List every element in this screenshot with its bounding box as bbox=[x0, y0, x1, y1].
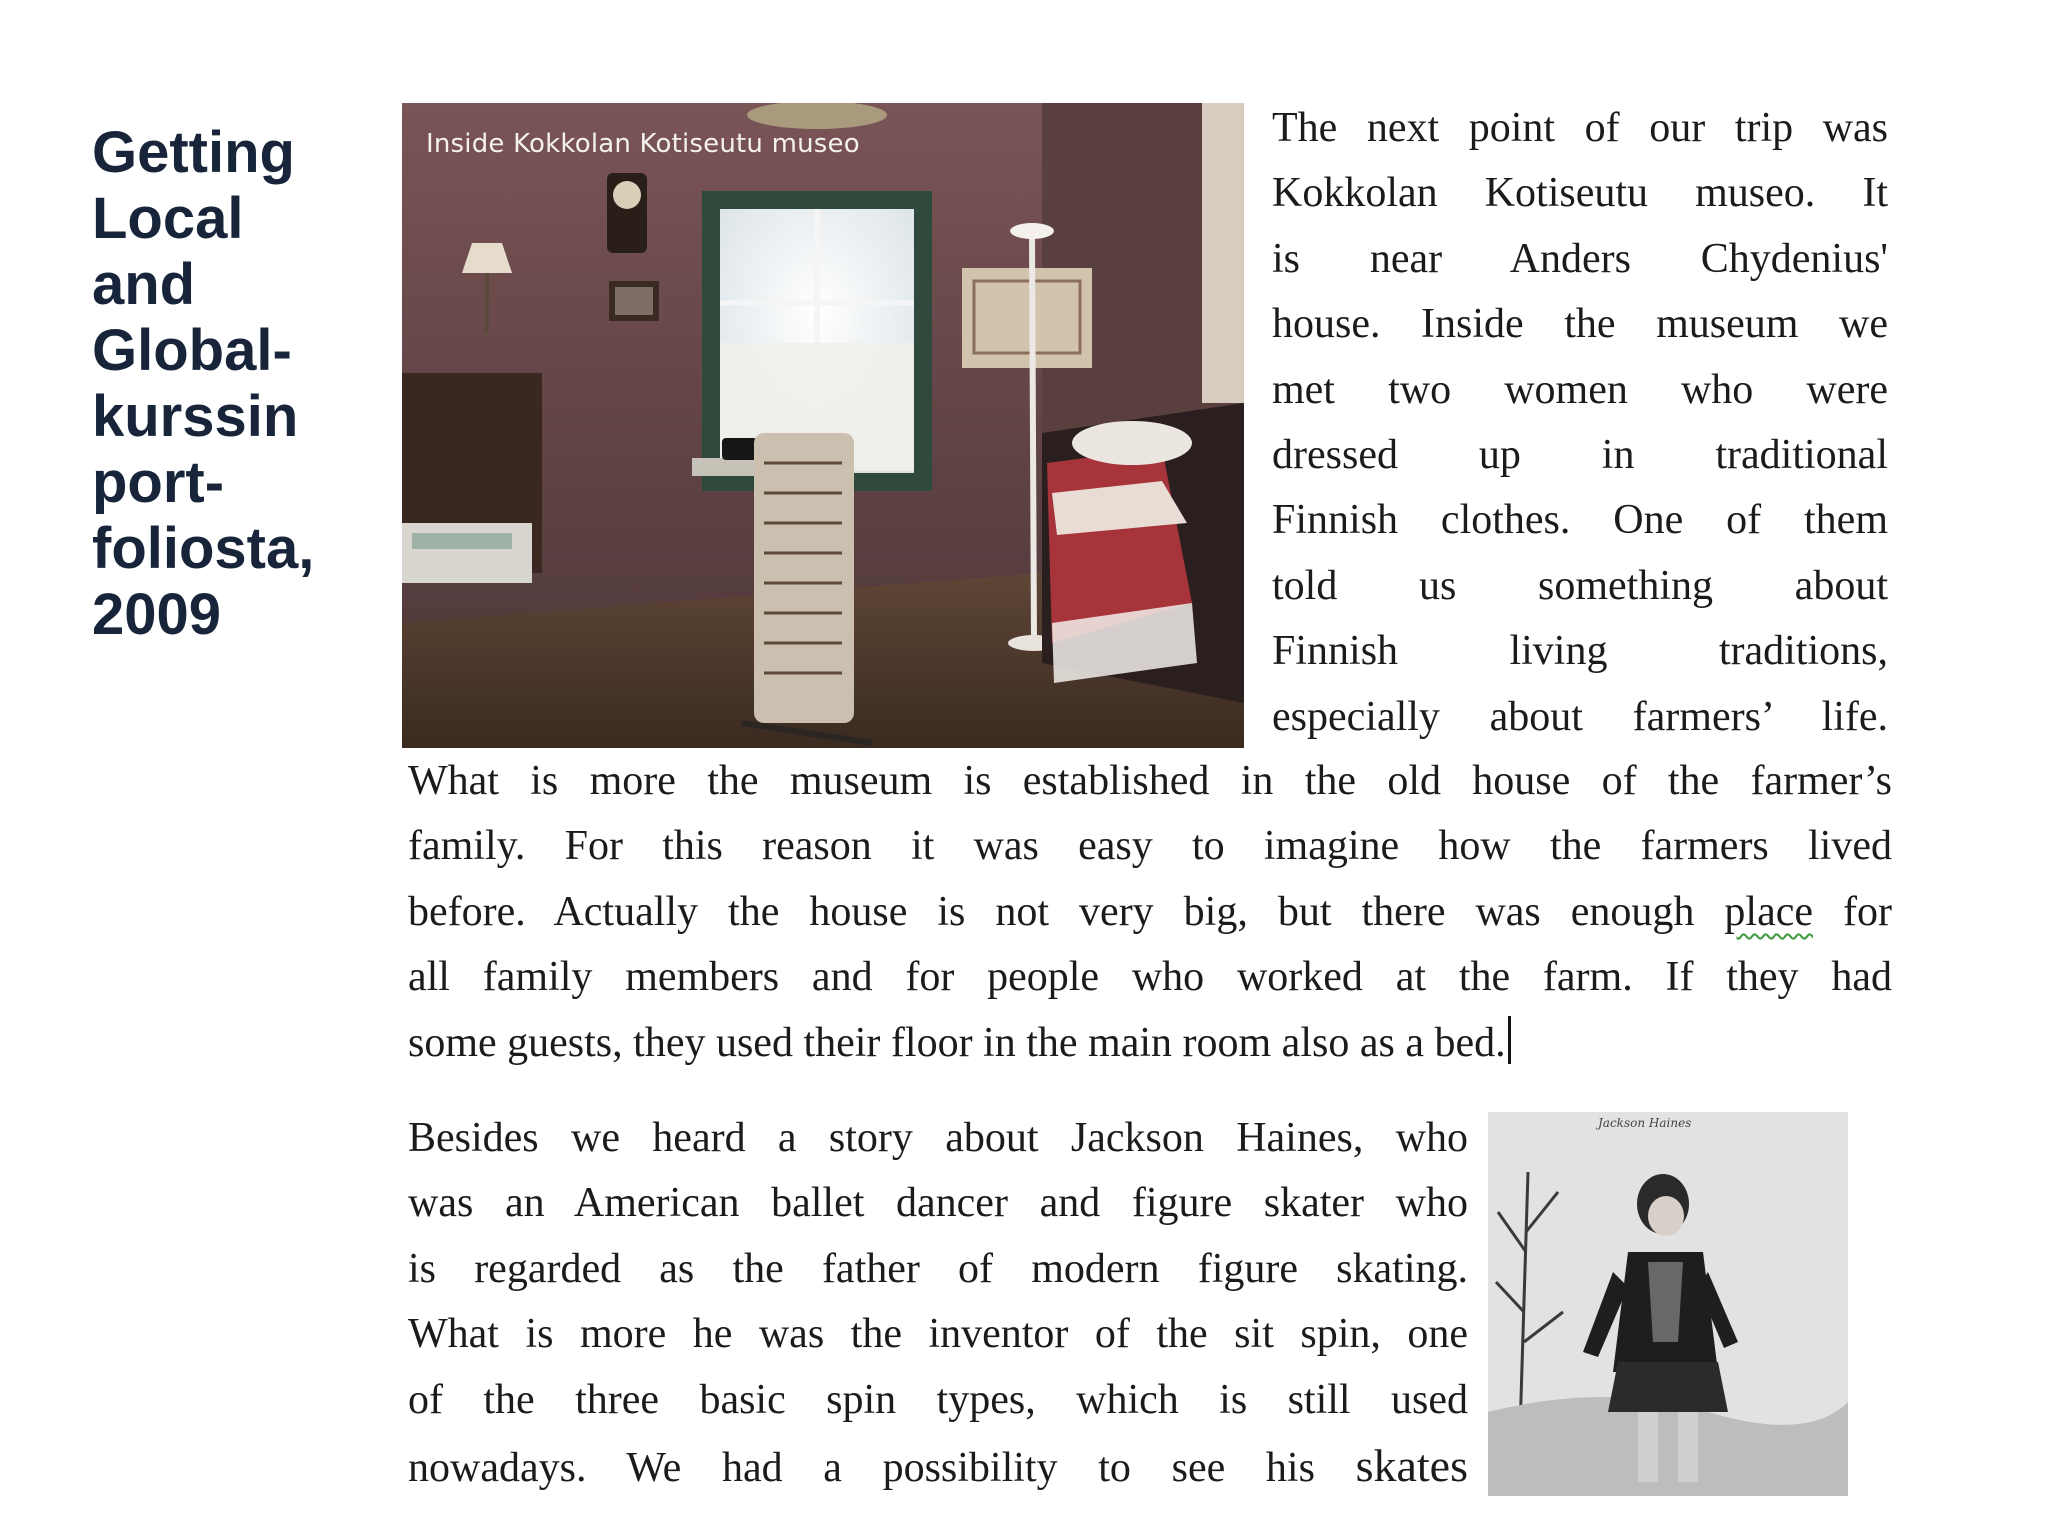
jackson-haines-photo bbox=[1488, 1112, 1848, 1496]
title-line: port- bbox=[92, 450, 225, 515]
text-line-with-spellcheck bbox=[408, 880, 1892, 945]
paragraph-2[interactable] bbox=[408, 1106, 1468, 1501]
text-segment: some guests, they used their floor in the main room also as a bed. bbox=[408, 1019, 1506, 1066]
text-segment: before. Actually the house is not very big, but there was enough bbox=[408, 888, 1725, 935]
museum-room-illustration bbox=[402, 103, 1244, 748]
text-line: Finnish clothes. One of them bbox=[1272, 497, 1888, 544]
sidebar-title bbox=[92, 120, 332, 648]
paragraph-1-side bbox=[1272, 96, 1888, 750]
text-line: of the three basic spin types, which is still used bbox=[408, 1376, 1468, 1423]
text-line: met two women who were bbox=[1272, 366, 1888, 413]
title-line: foliosta, bbox=[92, 516, 315, 581]
title-line: Getting bbox=[92, 120, 295, 185]
spellcheck-marked-word[interactable]: place bbox=[1724, 888, 1814, 935]
text-line: dressed up in traditional bbox=[1272, 432, 1888, 479]
text-segment: nowadays. We had a possibility to see his bbox=[408, 1445, 1356, 1492]
text-line: family. For this reason it was easy to imagine how the farmers lived bbox=[408, 823, 1892, 870]
title-line: Global- bbox=[92, 318, 292, 383]
text-cursor bbox=[1508, 1016, 1511, 1064]
text-line: What is more the museum is established in the old house of the farmer’s bbox=[408, 758, 1892, 804]
text-line: especially about farmers’ life. bbox=[1272, 693, 1888, 740]
text-line: is regarded as the father of modern figure skating. bbox=[408, 1245, 1468, 1292]
paragraph-1-continued[interactable] bbox=[408, 749, 1892, 1076]
text-line: The next point of our trip was bbox=[1272, 105, 1888, 151]
text-line: Kokkolan Kotiseutu museo. It bbox=[1272, 170, 1888, 217]
text-line bbox=[408, 1433, 1468, 1501]
text-line: Besides we heard a story about Jackson Haines, who bbox=[408, 1115, 1468, 1161]
text-line: is near Anders Chydenius' bbox=[1272, 235, 1888, 282]
text-segment-large: skates bbox=[1355, 1440, 1468, 1492]
text-line-last bbox=[408, 1011, 1892, 1076]
title-line: kurssin bbox=[92, 384, 299, 449]
title-line: 2009 bbox=[92, 582, 222, 647]
text-line: all family members and for people who worked at the farm. If they had bbox=[408, 954, 1892, 1001]
museum-room-photo bbox=[402, 103, 1244, 748]
text-line: What is more he was the inventor of the sit spin, one bbox=[408, 1311, 1468, 1358]
photo-caption: Inside Kokkolan Kotiseutu museo bbox=[426, 129, 860, 159]
text-line: Finnish living traditions, bbox=[1272, 628, 1888, 675]
text-line: told us something about bbox=[1272, 562, 1888, 609]
title-line: Local bbox=[92, 186, 244, 251]
text-line: house. Inside the museum we bbox=[1272, 301, 1888, 348]
skater-illustration bbox=[1488, 1112, 1848, 1496]
title-line: and bbox=[92, 252, 196, 317]
text-segment: for bbox=[1813, 888, 1892, 935]
photo-label: Jackson Haines bbox=[1598, 1116, 1692, 1130]
text-line: was an American ballet dancer and figure skater who bbox=[408, 1180, 1468, 1227]
